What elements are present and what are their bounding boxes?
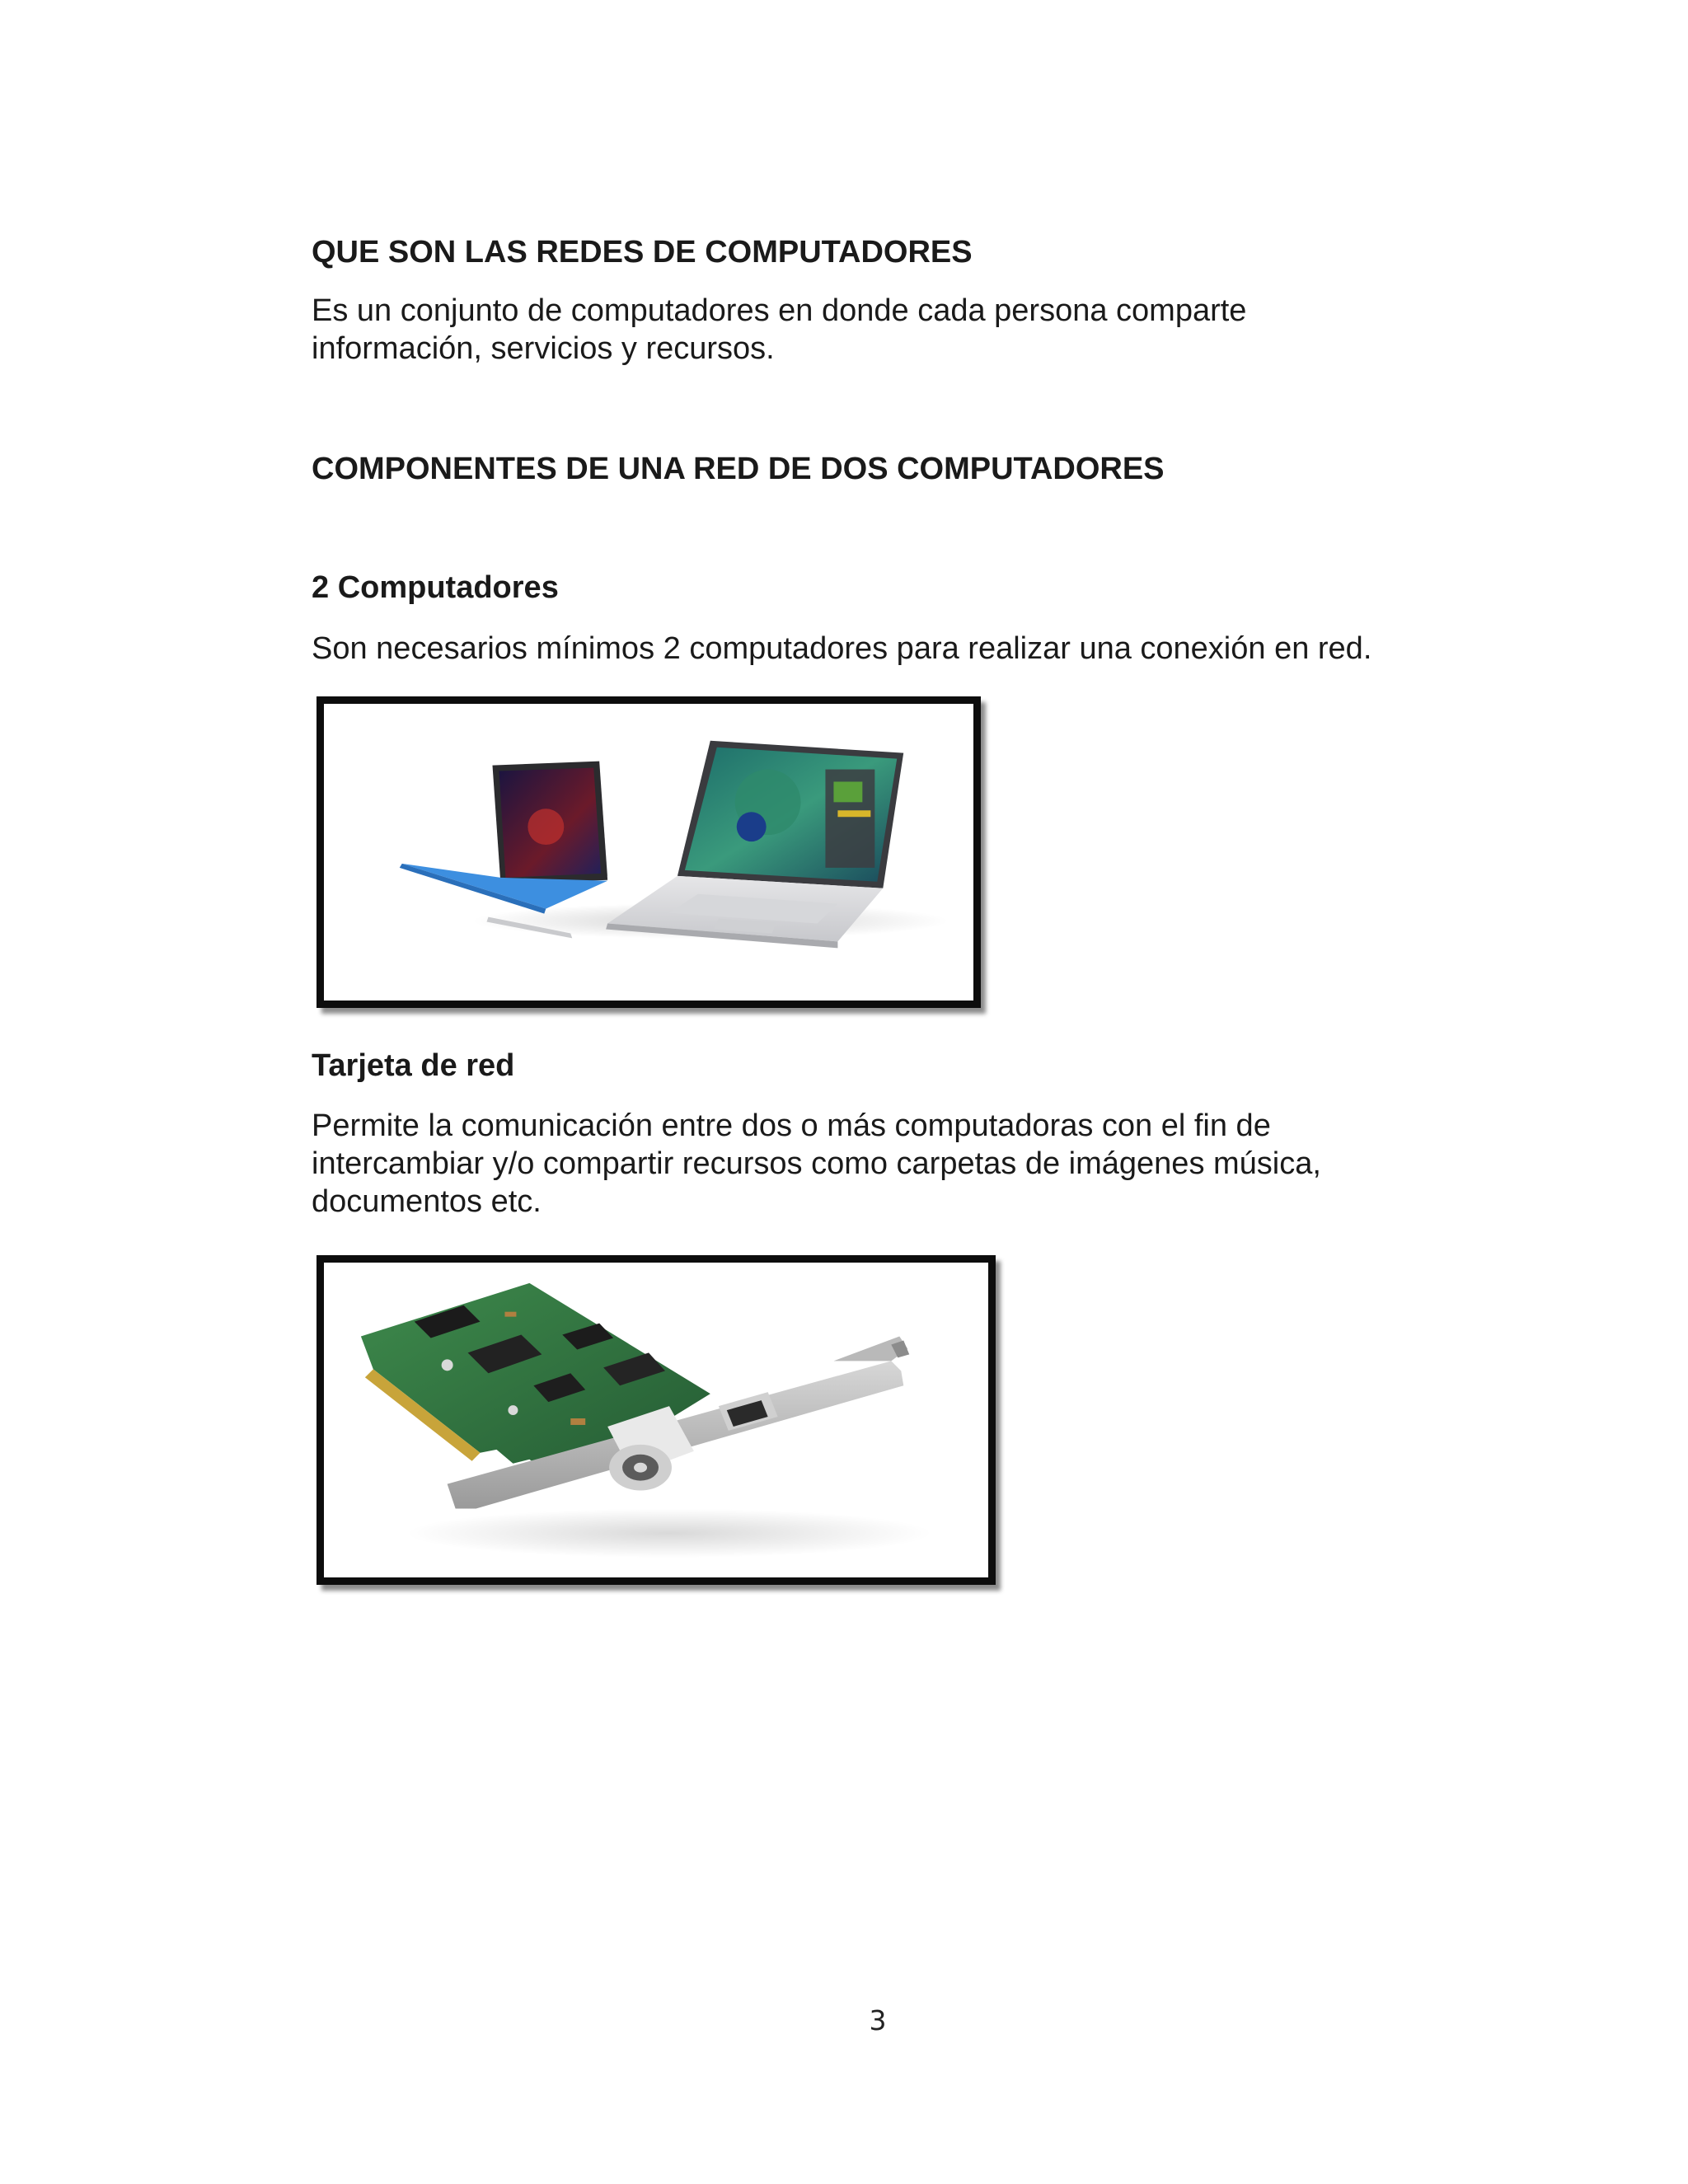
laptop-tablet-illustration	[324, 704, 973, 1001]
paragraph-line: Son necesarios mínimos 2 computadores para realizar una conexión en red.	[312, 631, 1372, 666]
page-number: 3	[869, 2004, 887, 2036]
paragraph-line: información, servicios y recursos.	[312, 331, 775, 366]
subheading-tarjeta-de-red: Tarjeta de red	[312, 1048, 515, 1083]
paragraph-line: Permite la comunicación entre dos o más computadoras con el fin de	[312, 1108, 1271, 1143]
laptop-and-tablet-photo	[316, 696, 981, 1008]
paragraph-computadores	[312, 630, 1372, 668]
section-heading-componentes: COMPONENTES DE UNA RED DE DOS COMPUTADORES	[312, 452, 1165, 486]
network-card-photo	[316, 1255, 996, 1585]
paragraph-line: intercambiar y/o compartir recursos como carpetas de imágenes música,	[312, 1146, 1321, 1181]
network-card-illustration	[324, 1263, 988, 1577]
paragraph-line: Es un conjunto de computadores en donde cada persona comparte	[312, 293, 1247, 328]
paragraph-redes	[312, 292, 1246, 368]
paragraph-line: documentos etc.	[312, 1184, 542, 1219]
subheading-computadores: 2 Computadores	[312, 570, 559, 605]
paragraph-tarjeta-de-red	[312, 1107, 1321, 1221]
section-heading-redes: QUE SON LAS REDES DE COMPUTADORES	[312, 235, 973, 269]
